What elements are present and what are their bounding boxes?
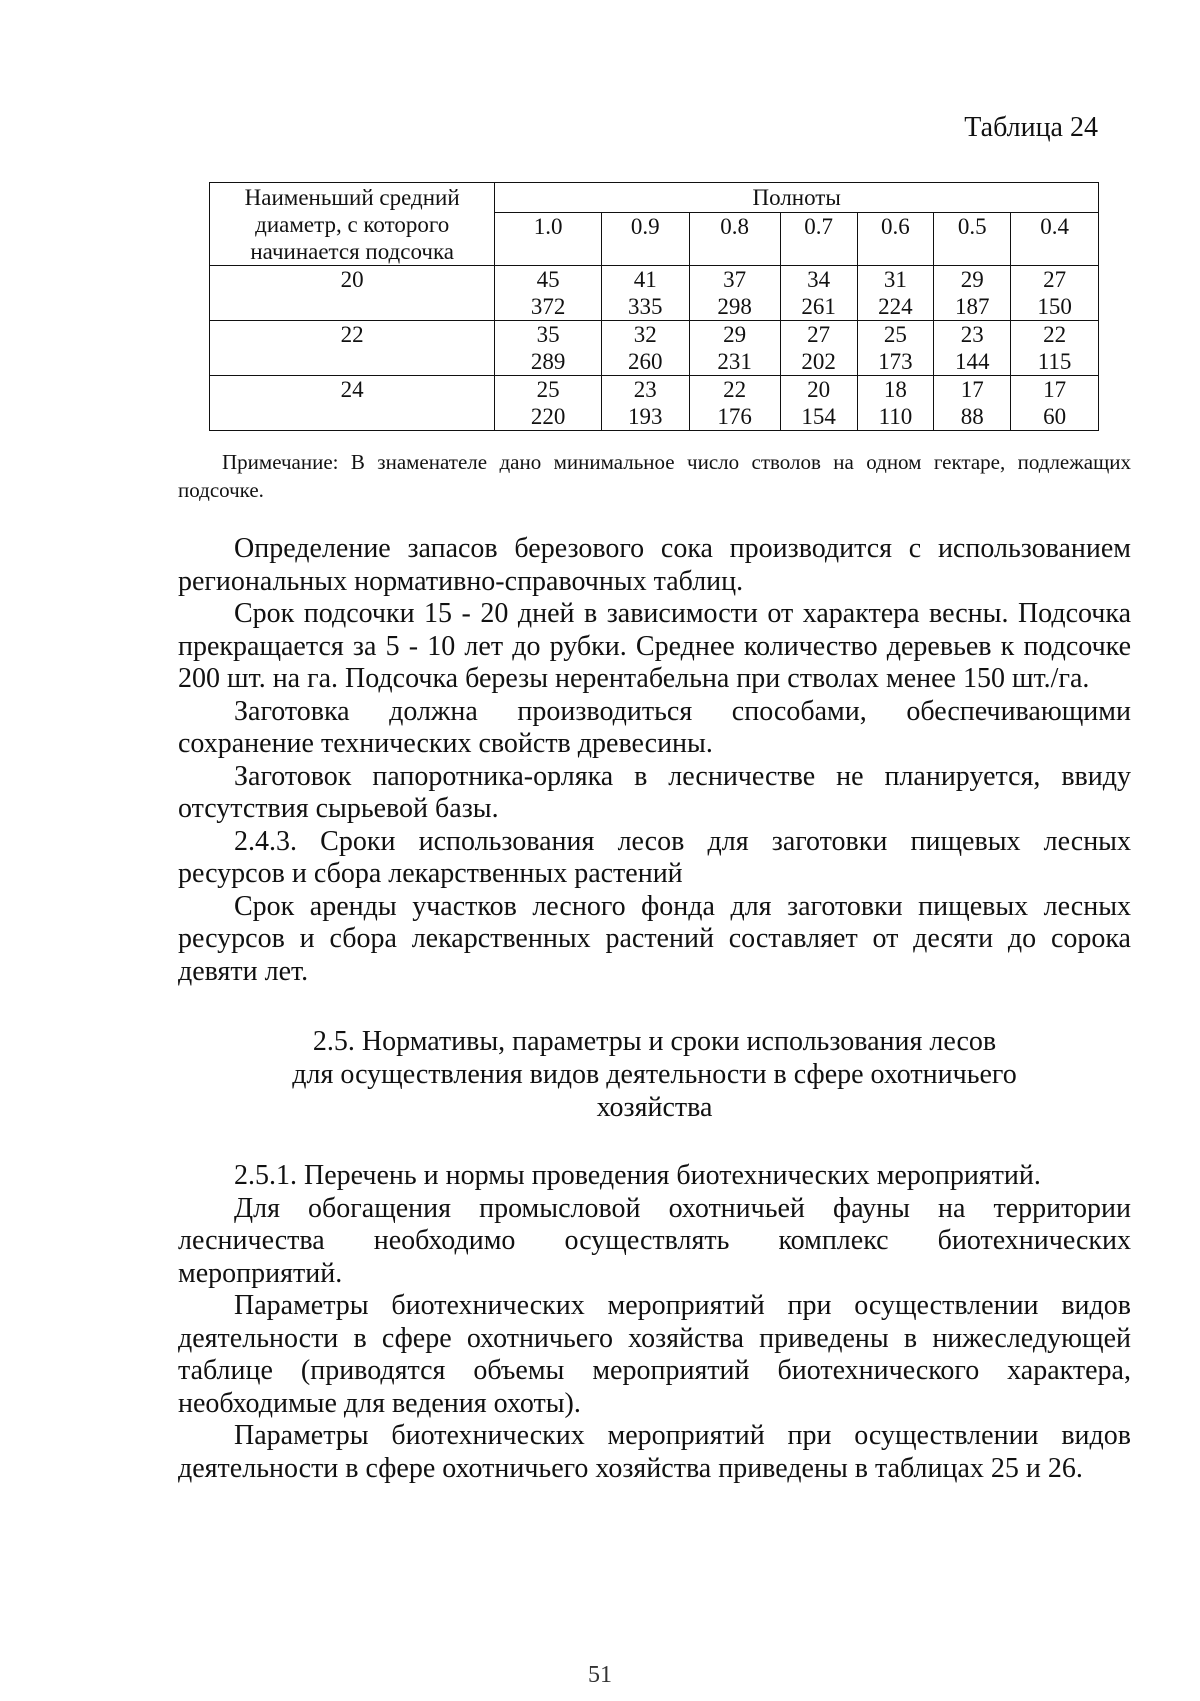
table-cell	[689, 321, 780, 376]
cell-bottom: 298	[717, 294, 752, 319]
text-block-2	[178, 1160, 1131, 1485]
cell-top: 37	[723, 267, 747, 292]
column-header: 0.6	[857, 213, 934, 266]
cell-bottom: 60	[1043, 404, 1067, 429]
cell-bottom: 202	[801, 349, 836, 374]
table-row	[210, 266, 1099, 321]
paragraph: Заготовок папоротника-орляка в лесничестве не планируется, ввиду отсутствия сырьевой базы.	[178, 760, 1131, 824]
paragraph: Определение запасов березового сока производится с использованием региональных нормативно-справочных таблиц.	[178, 533, 1131, 597]
table-cell	[495, 321, 601, 376]
table-cell	[857, 321, 934, 376]
cell-bottom: 144	[954, 349, 990, 374]
cell-bottom: 224	[878, 294, 913, 319]
cell-bottom: 187	[954, 294, 990, 319]
cell-bottom: 220	[530, 404, 566, 429]
diameter-cell: 20	[210, 266, 495, 321]
section-heading	[178, 1025, 1131, 1124]
table-cell	[495, 266, 601, 321]
table-cell	[780, 266, 857, 321]
table-cell	[780, 321, 857, 376]
column-header: 1.0	[495, 213, 601, 266]
column-header: 0.9	[601, 213, 689, 266]
cell-bottom: 260	[627, 349, 663, 374]
paragraph: Для обогащения промысловой охотничьей фауны на территории лесничества необходимо осуществлять комплекс биотехнических мероприятий.	[178, 1192, 1131, 1289]
header-diameter-line-3: начинается подсочка	[250, 239, 454, 264]
section-heading-line-1: 2.5. Нормативы, параметры и сроки использования лесов	[312, 1026, 997, 1057]
column-header: 0.4	[1011, 213, 1099, 266]
cell-top: 29	[723, 322, 747, 347]
table-cell	[689, 266, 780, 321]
column-header: 0.5	[934, 213, 1011, 266]
cell-top: 27	[1043, 267, 1067, 292]
table-cell	[689, 376, 780, 431]
page-number: 51	[588, 1662, 612, 1688]
section-heading-line-2: для осуществления видов деятельности в сфере охотничьего	[292, 1059, 1017, 1090]
table-caption: Таблица 24	[964, 112, 1098, 143]
polnota-table	[209, 182, 1099, 431]
cell-bottom: 289	[530, 349, 566, 374]
table-cell	[857, 376, 934, 431]
table-cell	[495, 376, 601, 431]
paragraph: 2.5.1. Перечень и нормы проведения биотехнических мероприятий.	[234, 1160, 1041, 1191]
cell-top: 32	[633, 322, 657, 347]
cell-bottom: 335	[627, 294, 663, 319]
cell-top: 23	[960, 322, 984, 347]
cell-bottom: 110	[878, 404, 913, 429]
table-header-row-1	[210, 183, 1099, 213]
table-cell	[601, 321, 689, 376]
paragraph: Параметры биотехнических мероприятий при осуществлении видов деятельности в сфере охотничьего хозяйства приведены в таблицах 25 и 26.	[178, 1420, 1131, 1484]
table-cell	[601, 376, 689, 431]
cell-bottom: 150	[1037, 294, 1072, 319]
paragraph: Срок аренды участков лесного фонда для заготовки пищевых лесных ресурсов и сбора лекарственных растений составляет от десяти до сорока девяти лет.	[178, 890, 1131, 987]
cell-bottom: 154	[801, 404, 836, 429]
cell-top: 45	[536, 267, 560, 292]
cell-top: 31	[883, 267, 907, 292]
paragraph: Срок подсочки 15 - 20 дней в зависимости от характера весны. Подсочка прекращается за 5 - 10 лет до рубки. Среднее количество деревьев к подсочке 200 шт. на га. Подсочка березы нерентабельна при стволах менее 150 шт./га.	[178, 598, 1131, 694]
table-row	[210, 321, 1099, 376]
table-cell	[934, 376, 1011, 431]
table-cell	[1011, 266, 1099, 321]
cell-bottom: 176	[717, 404, 752, 429]
cell-top: 22	[1043, 322, 1067, 347]
header-diameter	[210, 183, 495, 266]
table-cell	[1011, 376, 1099, 431]
cell-bottom: 261	[801, 294, 836, 319]
cell-bottom: 372	[530, 294, 566, 319]
cell-top: 25	[536, 377, 560, 402]
cell-bottom: 115	[1037, 349, 1072, 374]
table-row	[210, 376, 1099, 431]
header-polnoty: Полноты	[495, 183, 1099, 213]
cell-top: 35	[536, 322, 560, 347]
cell-top: 27	[807, 322, 831, 347]
cell-top: 17	[960, 377, 984, 402]
table-note	[178, 448, 1131, 504]
header-diameter-line-2: диаметр, с которого	[255, 212, 450, 237]
cell-top: 29	[960, 267, 984, 292]
table-note-text: Примечание: В знаменателе дано минимальное число стволов на одном гектаре, подлежащих подсочке.	[178, 450, 1131, 502]
diameter-cell: 24	[210, 376, 495, 431]
section-heading-line-3: хозяйства	[596, 1092, 713, 1123]
cell-top: 41	[633, 267, 657, 292]
cell-top: 20	[807, 377, 831, 402]
cell-bottom: 88	[960, 404, 984, 429]
cell-top: 25	[883, 322, 907, 347]
diameter-cell: 22	[210, 321, 495, 376]
text-block-1	[178, 533, 1131, 988]
column-header: 0.8	[689, 213, 780, 266]
cell-top: 17	[1043, 377, 1067, 402]
table-cell	[934, 266, 1011, 321]
cell-top: 34	[807, 267, 831, 292]
paragraph: 2.4.3. Сроки использования лесов для заготовки пищевых лесных ресурсов и сбора лекарственных растений	[178, 825, 1131, 889]
cell-bottom: 231	[717, 349, 752, 374]
table-cell	[934, 321, 1011, 376]
table-cell	[601, 266, 689, 321]
table-cell	[780, 376, 857, 431]
column-header: 0.7	[780, 213, 857, 266]
paragraph: Заготовка должна производиться способами, обеспечивающими сохранение технических свойств древесины.	[178, 695, 1131, 759]
cell-top: 22	[723, 377, 747, 402]
table-cell	[857, 266, 934, 321]
cell-top: 18	[883, 377, 907, 402]
cell-bottom: 193	[627, 404, 663, 429]
cell-top: 23	[633, 377, 657, 402]
header-diameter-line-1: Наименьший средний	[244, 185, 460, 210]
paragraph: Параметры биотехнических мероприятий при осуществлении видов деятельности в сфере охотничьего хозяйства приведены в нижеследующей таблице (приводятся объемы мероприятий биотехнического характера, необходимые для ведения охоты).	[178, 1290, 1131, 1419]
table-cell	[1011, 321, 1099, 376]
cell-bottom: 173	[878, 349, 913, 374]
